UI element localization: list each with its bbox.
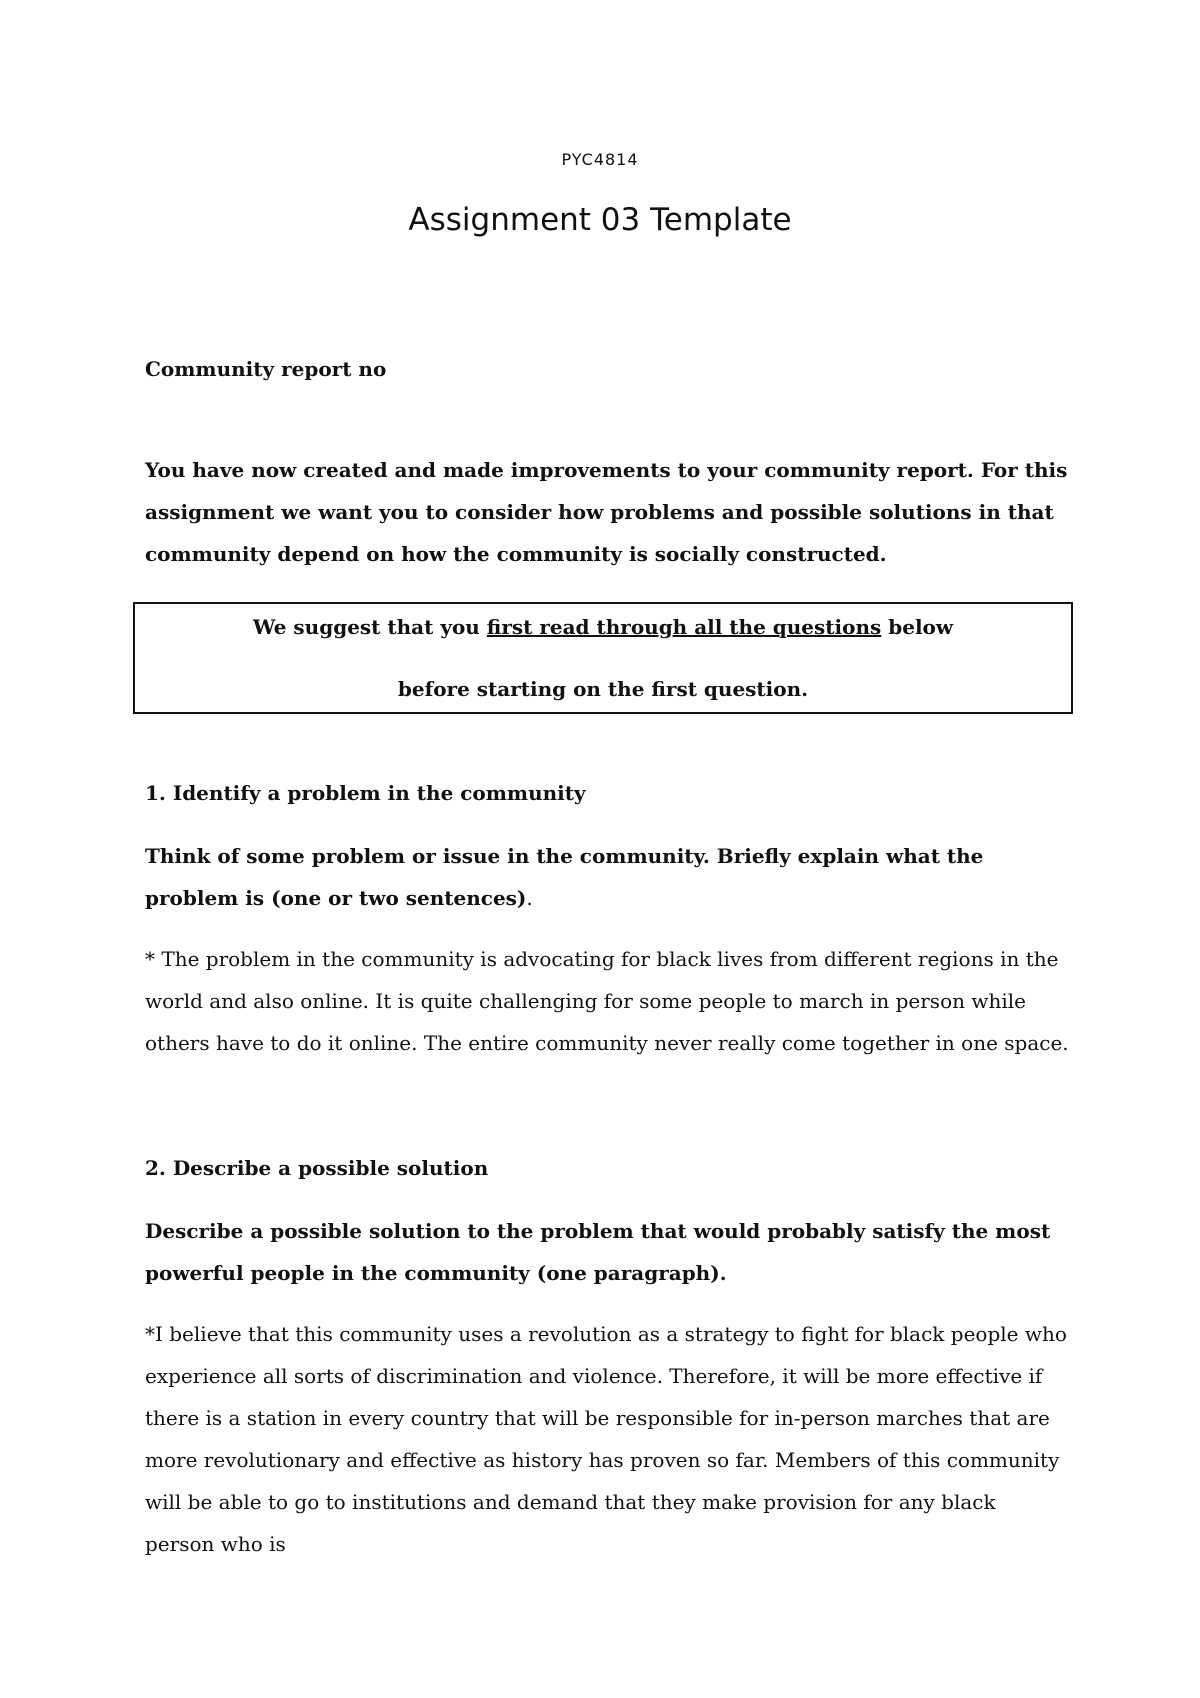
question-2-answer: *I believe that this community uses a revolution as a strategy to fight for black people who experience all sorts of discrimination and violence. Therefore, it will be more effective if there is a station in every country that will be responsible for in-person marches that are more revolutionary and effective as history has proven so far. Members of this community will be able to go to institutions and demand that they make provision for any black person who is bbox=[145, 1322, 1067, 1556]
instruction-text-post: below bbox=[881, 615, 954, 639]
intro-paragraph: You have now created and made improvements to your community report. For this assignment we want you to consider how problems and possible solutions in that community depend on how the community is socially constructed. bbox=[145, 458, 1068, 566]
instruction-line-1 bbox=[135, 606, 1071, 648]
instruction-line-2: before starting on the first question. bbox=[397, 677, 809, 701]
page-title: Assignment 03 Template bbox=[408, 202, 792, 238]
question-1-heading: 1. Identify a problem in the community bbox=[145, 781, 586, 805]
question-1-prompt-text: Think of some problem or issue in the community. Briefly explain what the problem is (one or two sentences) bbox=[145, 844, 984, 910]
question-1-prompt bbox=[145, 835, 1070, 919]
question-2-heading: 2. Describe a possible solution bbox=[145, 1156, 489, 1180]
question-1-answer: * The problem in the community is advocating for black lives from different regions in the world and also online. It is quite challenging for some people to march in person while others have to do it online. The entire community never really come together in one space. bbox=[145, 947, 1069, 1055]
report-label: Community report no bbox=[145, 357, 387, 381]
course-code: PYC4814 bbox=[561, 150, 639, 169]
question-1-prompt-end: . bbox=[526, 886, 533, 910]
instruction-box bbox=[133, 602, 1073, 714]
instruction-underlined-text: first read through all the questions bbox=[486, 615, 882, 639]
question-2-prompt: Describe a possible solution to the problem that would probably satisfy the most powerful people in the community (one paragraph). bbox=[145, 1219, 1051, 1285]
instruction-text-pre: We suggest that you bbox=[252, 615, 487, 639]
